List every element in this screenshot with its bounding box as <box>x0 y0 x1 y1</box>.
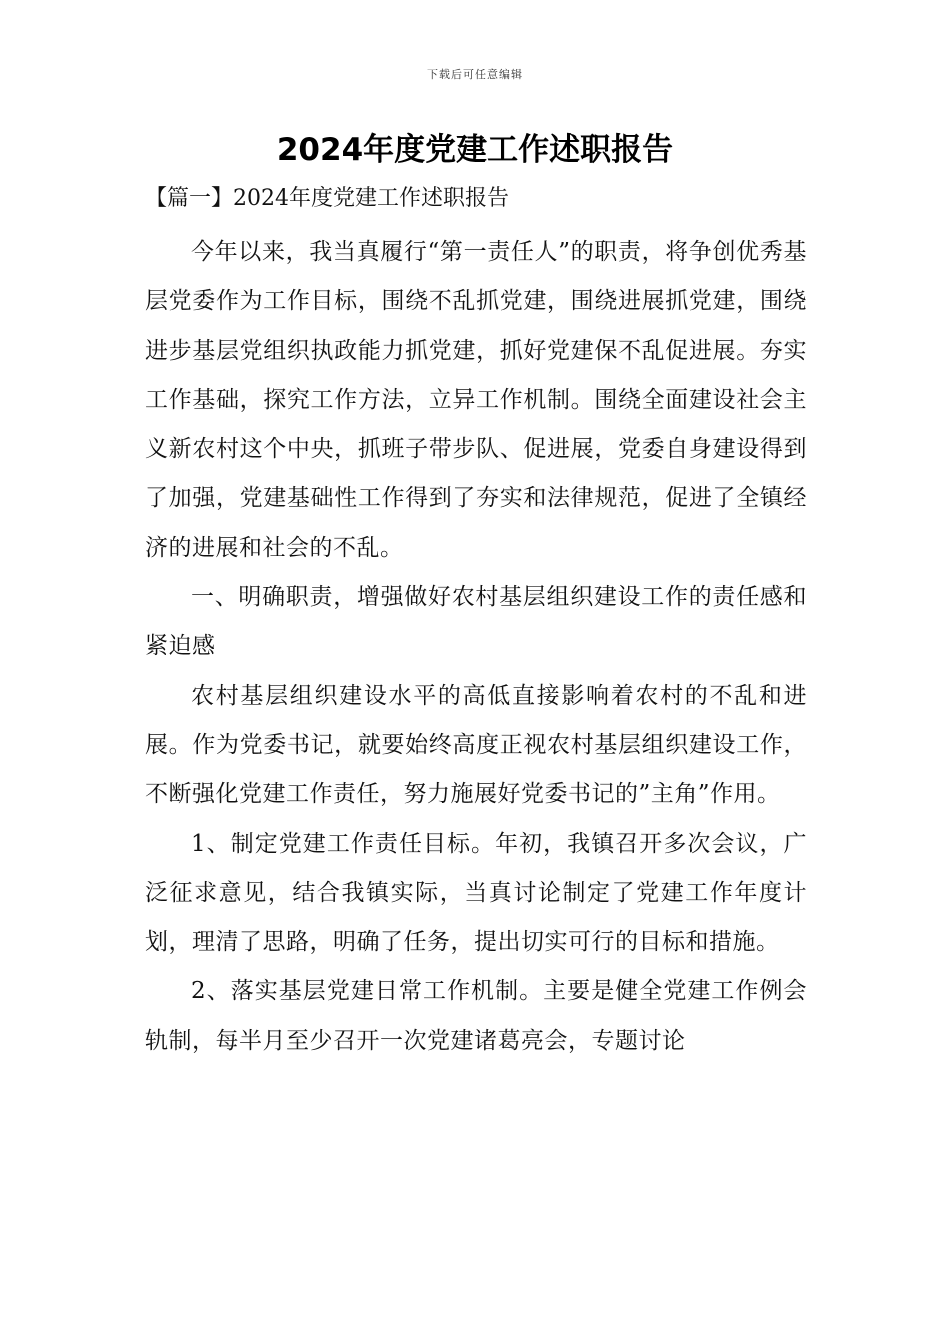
paragraph-heading-one: 一、明确职责，增强做好农村基层组织建设工作的责任感和紧迫感 <box>145 584 807 660</box>
document-title: 2024年度党建工作述职报告 <box>276 132 674 168</box>
section-heading: 【篇一】2024年度党建工作述职报告 <box>145 186 509 211</box>
paragraph-item-2: 2、落实基层党建日常工作机制。主要是健全党建工作例会轨制，每半月至少召开一次党建诸葛亮会，专题讨论 <box>145 978 807 1054</box>
paragraph-item-1: 1、制定党建工作责任目标。年初，我镇召开多次会议，广泛征求意见，结合我镇实际，当真讨论制定了党建工作年度计划，理清了思路，明确了任务，提出切实可行的目标和措施。 <box>145 830 807 956</box>
header-note: 下载后可任意编辑 <box>427 68 523 81</box>
paragraph-rural-organization: 农村基层组织建设水平的高低直接影响着农村的不乱和进展。作为党委书记，就要始终高度正视农村基层组织建设工作，不断强化党建工作责任，努力施展好党委书记的”主角”作用。 <box>145 682 807 808</box>
document-body <box>145 228 807 1066</box>
paragraph-intro: 今年以来，我当真履行“第一责任人”的职责，将争创优秀基层党委作为工作目标，围绕不乱抓党建，围绕进展抓党建，围绕进步基层党组织执政能力抓党建，抓好党建保不乱促进展。夯实工作基础，探究工作方法，立异工作机制。围绕全面建设社会主义新农村这个中央，抓班子带步队、促进展，党委自身建设得到了加强，党建基础性工作得到了夯实和法律规范，促进了全镇经济的进展和社会的不乱。 <box>145 239 807 561</box>
